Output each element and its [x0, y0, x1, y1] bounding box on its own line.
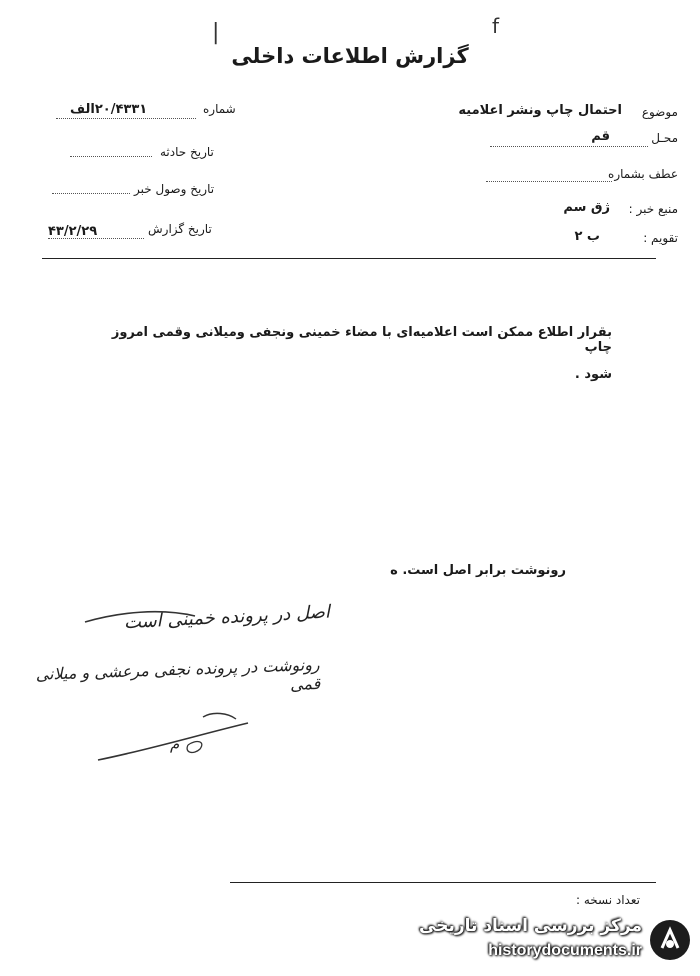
footer-divider	[230, 882, 656, 883]
body-line-2: شود .	[574, 367, 612, 382]
signature-initial: م	[170, 735, 180, 753]
archive-logo-icon	[650, 920, 690, 960]
page-title: گزارش اطلاعات داخلی	[231, 44, 469, 68]
corner-mark-left: |	[212, 20, 220, 45]
corner-mark-right: f	[492, 14, 500, 38]
report-date-value: ۴۳/۲/۲۹	[48, 224, 98, 239]
ref-label: عطف بشماره	[608, 167, 678, 181]
number-value: ۲۰/۴۳۳۱الف	[70, 102, 148, 117]
handwritten-note-1: اصل در پرونده خمینی است	[123, 601, 331, 634]
header-divider	[42, 258, 656, 259]
number-label: شماره	[203, 102, 236, 116]
place-value: قم	[591, 129, 610, 144]
source-label: منبع خبر :	[628, 202, 678, 216]
rating-label: تقویم :	[643, 231, 678, 245]
incident-date-label: تاریخ حادثه	[160, 145, 214, 159]
place-dots	[490, 146, 648, 147]
handwritten-stroke	[80, 600, 200, 640]
number-dots	[56, 118, 196, 119]
watermark-title: مرکز بررسی اسناد تاریخی	[419, 916, 642, 936]
watermark-url: historydocuments.ir	[488, 942, 642, 959]
place-label: محـل	[651, 131, 678, 145]
source-value: ژق سم	[563, 200, 610, 215]
watermark	[410, 912, 694, 972]
rating-value: ب ۲	[574, 229, 600, 244]
body-line-1: بقرار اطلاع ممکن است اعلامیه‌ای با مضاء خمینی ونجفی ومیلانی وقمی امروز چاپ	[111, 325, 612, 355]
subject-value: احتمال چاپ ونشر اعلامیه	[458, 103, 622, 118]
incident-date-dots	[70, 156, 152, 157]
subject-label: موضوع	[641, 105, 678, 119]
copies-label: تعداد نسخه :	[575, 893, 640, 907]
ref-dots	[486, 181, 612, 182]
received-date-label: تاریخ وصول خبر	[134, 182, 215, 196]
report-date-label: تاریخ گزارش	[148, 222, 212, 236]
received-date-dots	[52, 193, 130, 194]
copy-note: رونوشت برابر اصل است. ه	[390, 563, 566, 578]
handwritten-note-2: رونوشت در پرونده نجفی مرعشی و میلانی قمی	[35, 654, 321, 694]
